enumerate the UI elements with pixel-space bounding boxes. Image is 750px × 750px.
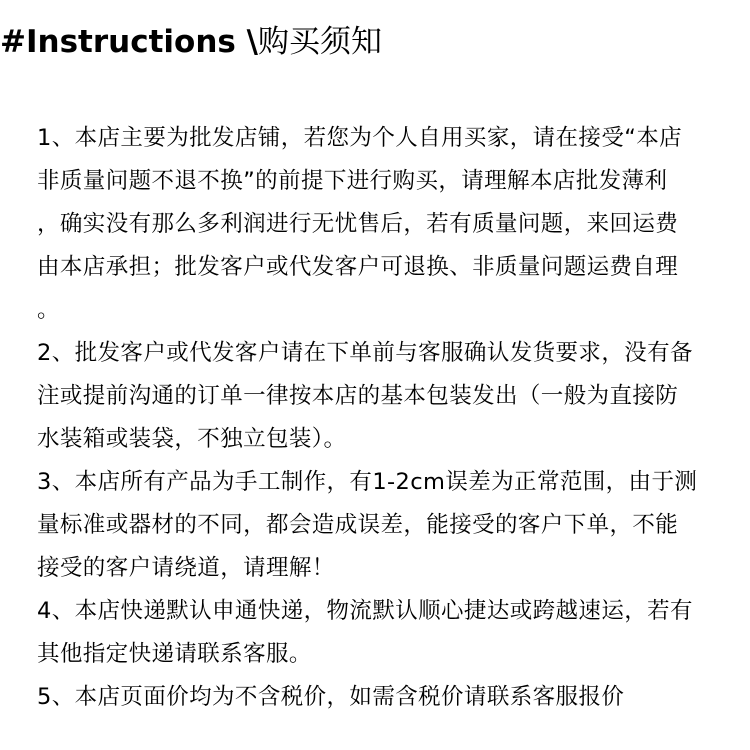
instruction-line: ，确实没有那么多利润进行无忧售后，若有质量问题，来回运费 (37, 211, 679, 237)
instructions-body (37, 117, 723, 719)
instruction-line: 3、本店所有产品为手工制作，有1-2cm误差为正常范围，由于测 (37, 469, 698, 495)
page-title-chinese: 购买须知 (257, 24, 382, 60)
instruction-line: 量标准或器材的不同，都会造成误差，能接受的客户下单，不能 (37, 512, 679, 538)
instruction-line: 5、本店页面价均为不含税价，如需含税价请联系客服报价 (37, 684, 625, 710)
page-title (0, 20, 382, 64)
instruction-line: 由本店承担；批发客户或代发客户可退换、非质量问题运费自理 (37, 254, 679, 280)
instruction-line: 4、本店快递默认申通快递，物流默认顺心捷达或跨越速运，若有 (37, 598, 693, 624)
page-title-latin: #Instructions \ (0, 24, 258, 60)
instruction-line: 接受的客户请绕道，请理解！ (37, 555, 335, 581)
instruction-line: 水装箱或装袋，不独立包装）。 (37, 426, 347, 452)
instruction-line: 注或提前沟通的订单一律按本店的基本包装发出（一般为直接防 (37, 383, 679, 409)
instruction-line: 其他指定快递请联系客服。 (37, 641, 312, 667)
instruction-line: 2、批发客户或代发客户请在下单前与客服确认发货要求，没有备 (37, 340, 693, 366)
instruction-line: 。 (37, 297, 60, 323)
instruction-line: 1、本店主要为批发店铺，若您为个人自用买家，请在接受“本店 (37, 125, 683, 151)
instruction-line: 非质量问题不退不换”的前提下进行购买，请理解本店批发薄利 (37, 168, 668, 194)
